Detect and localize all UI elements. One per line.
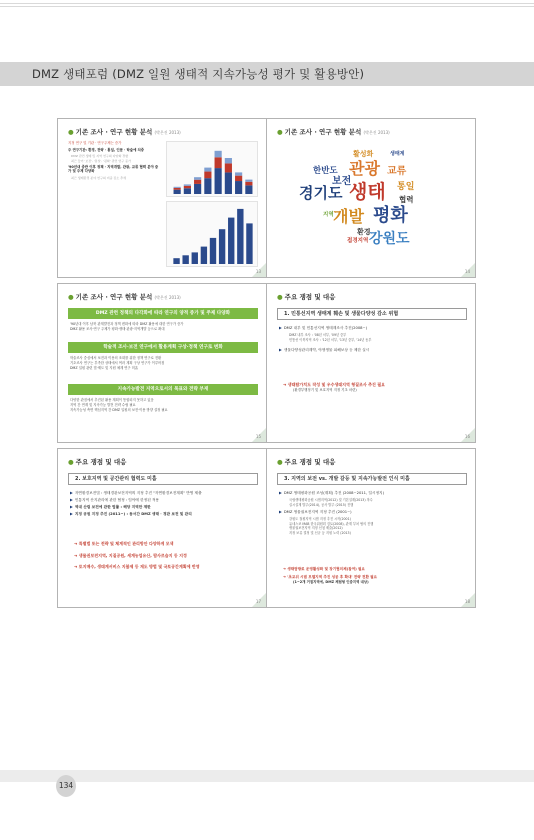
- section-text: [70, 398, 256, 413]
- thumbnail-bar: [204, 178, 211, 194]
- triangle-bullet-icon: ▶: [279, 510, 282, 515]
- thumbnail-bar: [174, 190, 181, 194]
- thumbnail-bar: [173, 258, 179, 264]
- bullet-icon: ●: [68, 293, 74, 301]
- page-number-badge: 134: [56, 775, 76, 797]
- mini-bar-chart-top-graphic: [167, 142, 259, 198]
- response-note: (1~2개 거점지역에, DMZ 체험형 인증지역 대상): [293, 580, 369, 584]
- thumbnail-bar: [235, 172, 242, 175]
- section-text-line: '90년대 이후 남북 관계발전과 정책 변화에 따라 DMZ 활용에 대한 연구가 증가: [70, 322, 184, 326]
- section-text: [70, 356, 256, 371]
- thumbnail-bar: [184, 184, 191, 185]
- slide-title: ● 주요 쟁점 및 대응: [277, 293, 336, 301]
- slide-6: [266, 448, 476, 608]
- thumbnail-bar: [215, 168, 222, 194]
- thumbnail-bar: [245, 182, 252, 186]
- word-cloud-term: 한반도: [313, 166, 338, 176]
- word-cloud-term: 통일: [397, 182, 415, 192]
- thumbnail-bar: [245, 180, 252, 182]
- arrow-icon: ➜: [74, 564, 78, 569]
- slide-title: ● 주요 쟁점 및 대응: [68, 458, 127, 466]
- slide-1: [57, 118, 267, 278]
- thumbnail-bar: [184, 188, 191, 194]
- thumbnail-bar: [219, 229, 225, 264]
- thumbnail-bar: [204, 168, 211, 172]
- issue-item: ▶ 생물다양성관리계약, 야생생물 피해보상 등 제한 실시: [279, 348, 370, 353]
- slide-4: [266, 283, 476, 443]
- word-cloud-term: 활성화: [353, 150, 374, 158]
- sub-bullet-text: DMZ 관련 생태 및 지역 연구의 다양화 경향: [71, 154, 129, 159]
- page-header-title: DMZ 생태포럼 (DMZ 일원 생태적 지속가능성 평가 및 활용방안): [32, 67, 365, 81]
- issue-item: ▶ 민통지역 산지관리에 관한 협정 : 임야에 한정된 적용: [70, 498, 160, 502]
- slide-3: [57, 283, 267, 443]
- word-cloud-term: 교류: [387, 166, 407, 177]
- slide-title: ● 주요 쟁점 및 대응: [277, 458, 336, 466]
- thumbnail-bar: [194, 180, 201, 184]
- word-cloud-term: 평화: [373, 205, 408, 226]
- bullet-text: 주 연구기관: 환경, 전략 · 통일, 인문 · 학술에 치중: [68, 147, 145, 152]
- section-text-line: DMZ 활용 조사·연구 주제가 평화·생태·관광·지역개발 등으로 확대: [70, 327, 165, 331]
- word-cloud-term: 관광: [349, 159, 380, 178]
- response-list: [279, 382, 467, 393]
- thumbnail-bar: [225, 172, 232, 194]
- word-cloud-term: 협력: [399, 195, 414, 204]
- response-list: [70, 541, 258, 570]
- slide-2: [266, 118, 476, 278]
- thumbnail-bar: [215, 151, 222, 157]
- issue-subheading: 2. 보호지역 및 공간관리 협력도 미흡: [68, 473, 258, 485]
- section-text-line: 지속가능성 측면 핵심지역 간 DMZ 일원의 보전·이용 방향 설정 필요: [70, 408, 168, 412]
- triangle-bullet-icon: ▶: [279, 348, 282, 353]
- thumbnail-bar: [194, 177, 201, 180]
- top-rule: [0, 0, 534, 10]
- slide-page-number: 18: [464, 599, 470, 604]
- issue-subitem: 유네스코 MAB 한국위원회 검토(2008), 관계 부처 협의 진행: [289, 521, 374, 526]
- issue-item: ▶ 자연환경보전법 : 생태경관보전지역의 지정 추진 "자연환경보전계획" 반영 제출: [70, 491, 202, 495]
- slide-title-source: (박은진 2013): [154, 295, 181, 300]
- issue-subitem: 민통선 이북지역 조사 : '12년 서부, '13년 중부, '14년 동부: [289, 337, 372, 342]
- issue-subitem: DMZ 내부 조사 : '08년 서부, '09년 중부: [289, 333, 347, 337]
- section-text-line: 다양한 관점에서 추진된 활용 계획이 통합되지 못하고 있음: [70, 398, 154, 402]
- issue-subheading: 3. 지역의 보전 vs. 개발 갈등 및 지속가능발전 인식 미흡: [277, 473, 467, 485]
- issue-item: ▶ 역대 산림 보전에 관한 법률 : 해당 지역만 제한: [70, 505, 151, 509]
- section-bar: 학술적 조사·보전 연구에서 활용계획 구상·정책 연구로 변화: [68, 342, 258, 353]
- response-line: ➜ 생태탐가치도 작성 및 우수생태지역 형질조사 추진 필요: [283, 382, 385, 387]
- bullet-text: '90년대 중반 이후 정책 · 지역개발, 관광, 교류 협력 분야 증가 및 주제 다양화: [68, 164, 159, 174]
- thumbnail-bar: [235, 181, 242, 194]
- triangle-bullet-icon: ▶: [279, 326, 282, 330]
- thumbnail-bar: [204, 172, 211, 179]
- word-cloud-term: 개발: [333, 207, 364, 226]
- arrow-icon: ➜: [74, 552, 78, 558]
- issue-subitem: 실시설계 발주(2014), 공사 발주 (2015) 진행: [289, 502, 354, 507]
- arrow-icon: ➜: [74, 541, 78, 546]
- slide-page-number: 16: [464, 434, 470, 439]
- bullet-icon: ●: [277, 128, 283, 136]
- thumbnail-bar: [184, 186, 191, 188]
- issue-item: ▶ DMZ 생태평화공원 조성(계획) 추진 (2008~2011, 일시정지): [279, 491, 385, 495]
- thumbnail-bar: [174, 188, 181, 190]
- issue-subitem: 국립생태평화공원 시범지역(2012) 및 기본설계(2013) 착수: [289, 498, 373, 502]
- thumbnail-bar: [228, 218, 234, 264]
- triangle-bullet-icon: ▶: [70, 491, 73, 495]
- word-cloud-term: 생태: [349, 181, 386, 203]
- top-rule-line: [0, 3, 534, 4]
- issue-list: [70, 491, 258, 519]
- thumbnail-bar: [245, 185, 252, 194]
- section-bar: DMZ 관련 정책의 다각화에 따라 연구의 양적 증가 및 주제 다양화: [68, 308, 258, 319]
- word-cloud-term: 접경지역: [347, 238, 369, 244]
- slide-page-number: 14: [464, 269, 470, 274]
- section-text-line: 학술조사 중심에서 보전과 이용의 조화를 위한 정책 연구로 전환: [70, 356, 162, 360]
- response-line: ➜ 생물권보전지역, 지질공원, 세계농업유산, 람사르습지 등 지정: [74, 552, 187, 558]
- slide-5: [57, 448, 267, 608]
- thumbnail-bar: [201, 247, 207, 264]
- top-rule-line: [0, 6, 534, 7]
- thumbnail-bar: [237, 209, 243, 264]
- issue-list: [279, 326, 467, 355]
- bullet-icon: ●: [277, 293, 283, 301]
- bullet-icon: ●: [68, 128, 74, 136]
- issue-subitem: 강원도 철원지역 시범 지정 추진 시작(2001): [289, 517, 351, 522]
- slide-title: ● 기존 조사 · 연구 현황 분석 (박은진 2013): [277, 128, 390, 136]
- response-line: ➜ 토지매수, 생태계서비스 지불제 등 재도 방법 및 국토공간계획에 반영: [74, 564, 200, 569]
- bullet-icon: ●: [68, 458, 74, 466]
- word-cloud-term: 보전: [332, 176, 352, 187]
- word-cloud-term: 환경: [357, 228, 371, 236]
- thumbnail-bar: [246, 223, 252, 264]
- mini-bar-chart-top: [166, 141, 258, 197]
- thumbnail-bar: [210, 238, 216, 264]
- slide-title: ● 기존 조사 · 연구 현황 분석 (박은진 2013): [68, 293, 181, 301]
- issue-item: ▶ 지정 공원 지정 추진 (2011~) : 동서간 DMZ 생태 · 경관 보전 및 관리: [70, 512, 192, 516]
- thumbnail-bar: [194, 184, 201, 194]
- thumbnail-bar: [174, 187, 181, 188]
- word-cloud-term: 지역: [323, 212, 334, 218]
- sub-bullet-text: 최근 생태환경 분야 연구의 비중 감소 추세: [71, 175, 126, 180]
- slide-title-source: (박은진 2013): [154, 130, 181, 135]
- slide-page-number: 17: [255, 599, 261, 604]
- bullet-text: 지정 연구 및 기관 · 연구주제는 증가: [68, 141, 122, 145]
- arrow-icon: ➜: [283, 567, 287, 571]
- response-line: ➜ 생태탐방로 운영활성화 및 장기협의체(참여) 필요: [283, 567, 366, 571]
- arrow-icon: ➜: [283, 382, 287, 387]
- thumbnail-bar: [225, 158, 232, 163]
- triangle-bullet-icon: ▶: [70, 498, 73, 502]
- mini-bar-chart-bottom: [166, 201, 258, 267]
- slide-title-source: (박은진 2013): [363, 130, 390, 135]
- response-line: ➜ '초교위 시범 모델지역 추진 성공 후 확대' 전략 전환 필요: [283, 575, 378, 579]
- slide-page-number: 15: [255, 434, 261, 439]
- issue-item: ▶ DMZ 내부 및 민통선지역 생태계조사 추진(2008~): [279, 326, 368, 330]
- section-text-line: DMZ 일원 관련 법·제도 및 지원 체계 연구 미흡: [70, 366, 139, 370]
- section-text: [70, 322, 256, 332]
- triangle-bullet-icon: ▶: [279, 491, 282, 495]
- thumbnail-bar: [225, 163, 232, 172]
- footer-band: [0, 770, 534, 782]
- word-cloud-term: 경기도: [299, 184, 343, 202]
- response-list: [279, 567, 467, 585]
- issue-item: ▶ DMZ 생물권보전지역 지정 추진 (2001~): [279, 510, 352, 515]
- triangle-bullet-icon: ▶: [70, 512, 73, 516]
- issue-subitem: 지정 보류 결정 및 신규 등 지원 노력 (2013): [289, 530, 351, 535]
- bullet-icon: ●: [277, 458, 283, 466]
- triangle-bullet-icon: ▶: [70, 505, 73, 509]
- response-line: ➜ 특별법 또는 전략 및 체계적인 관리방안 다양하게 모색: [74, 541, 174, 546]
- thumbnail-bar: [192, 252, 198, 264]
- sub-bullet-text: 최근 들어 '보전', '통일', '평화' 관련 연구 증가: [71, 159, 131, 164]
- issue-list: [279, 491, 467, 536]
- word-cloud-term: 강원도: [369, 231, 410, 247]
- section-text-line: 지역 간 연계 및 지속가능 발전 전략 수립 필요: [70, 403, 136, 407]
- thumbnail-bar: [235, 176, 242, 181]
- arrow-icon: ➜: [283, 575, 287, 579]
- issue-subitem: 생물권보전지역 지정 신청 제출(2012): [289, 526, 343, 531]
- section-text-line: 기초조사 연구는 부족한 상태에서 여러 계획 구상 연구가 이루어짐: [70, 361, 165, 365]
- slide-title: ● 기존 조사 · 연구 현황 분석 (박은진 2013): [68, 128, 181, 136]
- response-note: (환경부행정기 및 보호지역 지정 기초 마련): [293, 387, 357, 392]
- slide-bullets: [68, 141, 160, 181]
- slide-page-number: 13: [255, 269, 261, 274]
- issue-subheading: 1. 민통선지역 생태계 훼손 및 생물다양성 감소 위협: [277, 308, 467, 320]
- word-cloud-term: 생태계: [390, 151, 405, 157]
- mini-bar-chart-bottom-graphic: [167, 202, 259, 268]
- thumbnail-bar: [215, 157, 222, 168]
- section-bar: 지속가능발전 지역으로서의 목표와 전략 부재: [68, 384, 258, 395]
- thumbnail-bar: [182, 255, 188, 264]
